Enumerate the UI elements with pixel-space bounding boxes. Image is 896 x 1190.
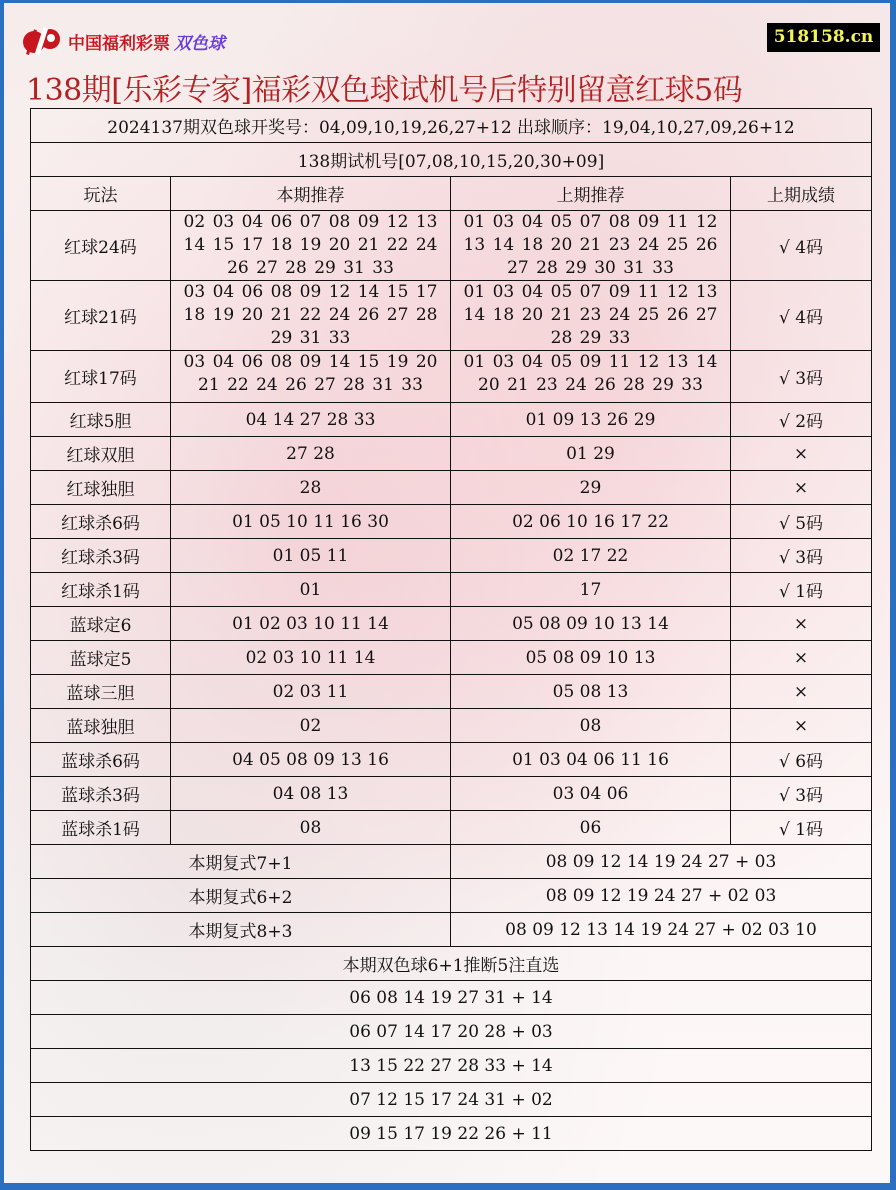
row-result: √ 6码 [731, 743, 872, 777]
table-row [31, 437, 872, 471]
table-row [31, 811, 872, 845]
row-previous: 05 08 09 10 13 [451, 641, 731, 675]
row-previous: 06 [451, 811, 731, 845]
direct-pick: 13 15 22 27 28 33 + 14 [31, 1049, 872, 1083]
row-previous: 01 29 [451, 437, 731, 471]
row-previous: 02 06 10 16 17 22 [451, 505, 731, 539]
row-label: 红球杀1码 [31, 573, 171, 607]
row-label: 蓝球定5 [31, 641, 171, 675]
table-row [31, 351, 872, 403]
column-header-result: 上期成绩 [731, 177, 872, 211]
table-row [31, 471, 872, 505]
prediction-table [30, 108, 872, 1151]
compound-value: 08 09 12 19 24 27 + 02 03 [451, 879, 872, 913]
column-header-previous: 上期推荐 [451, 177, 731, 211]
page-title: 138期[乐彩专家]福彩双色球试机号后特别留意红球5码 [26, 73, 743, 108]
table-row [31, 675, 872, 709]
direct-pick: 07 12 15 17 24 31 + 02 [31, 1083, 872, 1117]
row-result: × [731, 437, 872, 471]
row-label: 红球独胆 [31, 471, 171, 505]
row-label: 红球17码 [31, 351, 171, 403]
compound-label: 本期复式7+1 [31, 845, 451, 879]
row-result: √ 2码 [731, 403, 872, 437]
draw-result-row [31, 109, 872, 143]
direct-pick: 06 08 14 19 27 31 + 14 [31, 981, 872, 1015]
direct-title: 本期双色球6+1推断5注直选 [31, 947, 872, 981]
column-header-current: 本期推荐 [171, 177, 451, 211]
compound-row [31, 845, 872, 879]
row-label: 蓝球杀3码 [31, 777, 171, 811]
compound-row [31, 913, 872, 947]
row-previous: 02 17 22 [451, 539, 731, 573]
direct-row [31, 1015, 872, 1049]
row-result: √ 3码 [731, 539, 872, 573]
direct-title-row [31, 947, 872, 981]
row-current: 01 05 10 11 16 30 [171, 505, 451, 539]
row-current: 27 28 [171, 437, 451, 471]
row-current: 02 03 11 [171, 675, 451, 709]
direct-row [31, 981, 872, 1015]
direct-row [31, 1117, 872, 1151]
draw-result: 2024137期双色球开奖号：04,09,10,19,26,27+12 出球顺序：19,04,10,27,09,26+12 [31, 109, 872, 143]
logo-ssq-text: 双色球 [174, 33, 225, 54]
row-previous: 01 03 04 05 09 11 12 13 14 20 21 23 24 26 28 29 33 [451, 351, 731, 403]
compound-label: 本期复式8+3 [31, 913, 451, 947]
direct-row [31, 1049, 872, 1083]
row-label: 蓝球定6 [31, 607, 171, 641]
row-current: 02 03 04 06 07 08 09 12 13 14 15 17 18 19 20 21 22 24 26 27 28 29 31 33 [171, 211, 451, 281]
row-label: 红球双胆 [31, 437, 171, 471]
table-row [31, 641, 872, 675]
table-row [31, 573, 872, 607]
row-result: × [731, 607, 872, 641]
row-current: 01 05 11 [171, 539, 451, 573]
table-row [31, 281, 872, 351]
compound-value: 08 09 12 13 14 19 24 27 + 02 03 10 [451, 913, 872, 947]
table-row [31, 743, 872, 777]
row-label: 蓝球杀1码 [31, 811, 171, 845]
logo-text: 中国福利彩票 [68, 33, 170, 54]
row-current: 04 14 27 28 33 [171, 403, 451, 437]
table-row [31, 709, 872, 743]
row-previous: 05 08 13 [451, 675, 731, 709]
row-current: 03 04 06 08 09 12 14 15 17 18 19 20 21 22 24 26 27 28 29 31 33 [171, 281, 451, 351]
cwl-logo-icon [20, 25, 64, 57]
table-row [31, 403, 872, 437]
row-current: 08 [171, 811, 451, 845]
row-result: √ 3码 [731, 351, 872, 403]
table-row [31, 211, 872, 281]
row-previous: 17 [451, 573, 731, 607]
row-result: × [731, 675, 872, 709]
table-row [31, 539, 872, 573]
row-previous: 01 03 04 06 11 16 [451, 743, 731, 777]
table-header-row [31, 177, 872, 211]
site-badge[interactable]: 518158.cn [767, 23, 880, 52]
row-previous: 01 09 13 26 29 [451, 403, 731, 437]
table-row [31, 777, 872, 811]
row-result: √ 5码 [731, 505, 872, 539]
row-current: 04 05 08 09 13 16 [171, 743, 451, 777]
row-label: 红球24码 [31, 211, 171, 281]
test-numbers-row [31, 143, 872, 177]
row-current: 02 03 10 11 14 [171, 641, 451, 675]
row-result: × [731, 709, 872, 743]
column-header-method: 玩法 [31, 177, 171, 211]
row-label: 蓝球杀6码 [31, 743, 171, 777]
row-current: 01 02 03 10 11 14 [171, 607, 451, 641]
lottery-logo [20, 25, 225, 57]
row-previous: 29 [451, 471, 731, 505]
row-result: × [731, 471, 872, 505]
row-result: √ 4码 [731, 211, 872, 281]
direct-pick: 06 07 14 17 20 28 + 03 [31, 1015, 872, 1049]
test-numbers: 138期试机号[07,08,10,15,20,30+09] [31, 143, 872, 177]
row-current: 04 08 13 [171, 777, 451, 811]
direct-pick: 09 15 17 19 22 26 + 11 [31, 1117, 872, 1151]
row-result: √ 1码 [731, 573, 872, 607]
row-previous: 01 03 04 05 07 09 11 12 13 14 18 20 21 23 24 25 26 27 28 29 33 [451, 281, 731, 351]
row-result: √ 3码 [731, 777, 872, 811]
table-row [31, 505, 872, 539]
compound-label: 本期复式6+2 [31, 879, 451, 913]
row-label: 红球杀3码 [31, 539, 171, 573]
row-current: 02 [171, 709, 451, 743]
row-current: 03 04 06 08 09 14 15 19 20 21 22 24 26 27 28 31 33 [171, 351, 451, 403]
row-previous: 08 [451, 709, 731, 743]
row-previous: 05 08 09 10 13 14 [451, 607, 731, 641]
table-row [31, 607, 872, 641]
row-label: 蓝球独胆 [31, 709, 171, 743]
compound-value: 08 09 12 14 19 24 27 + 03 [451, 845, 872, 879]
row-current: 01 [171, 573, 451, 607]
row-label: 红球5胆 [31, 403, 171, 437]
row-label: 蓝球三胆 [31, 675, 171, 709]
compound-row [31, 879, 872, 913]
row-previous: 01 03 04 05 07 08 09 11 12 13 14 18 20 21 23 24 25 26 27 28 29 30 31 33 [451, 211, 731, 281]
row-result: √ 1码 [731, 811, 872, 845]
direct-row [31, 1083, 872, 1117]
row-result: × [731, 641, 872, 675]
page-frame [4, 3, 890, 1187]
row-result: √ 4码 [731, 281, 872, 351]
row-label: 红球杀6码 [31, 505, 171, 539]
row-current: 28 [171, 471, 451, 505]
row-label: 红球21码 [31, 281, 171, 351]
row-previous: 03 04 06 [451, 777, 731, 811]
